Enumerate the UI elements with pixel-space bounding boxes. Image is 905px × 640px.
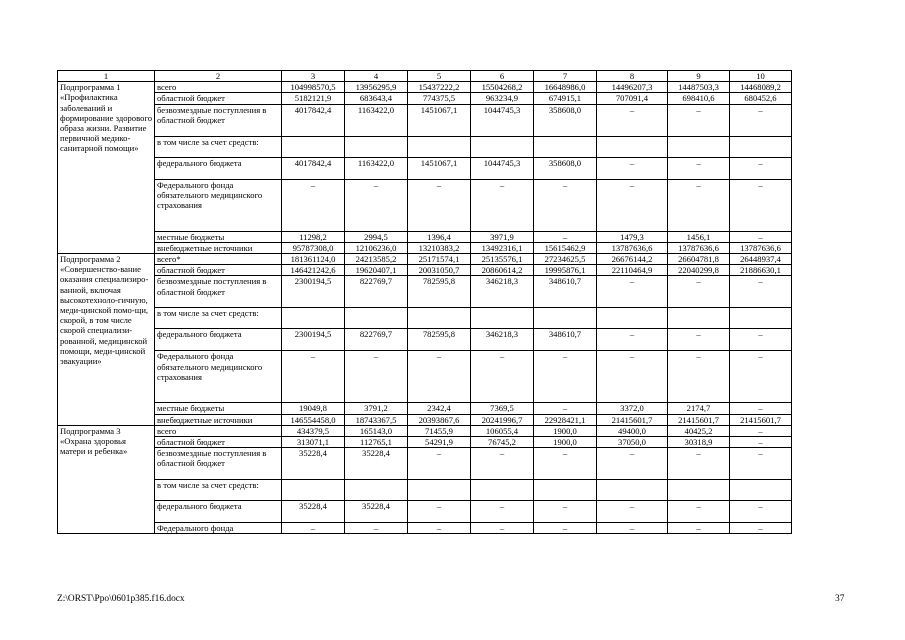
table-row [58, 351, 792, 403]
value-cell: 26676144,2 [597, 254, 668, 265]
value-cell: 358608,0 [534, 157, 597, 179]
table-row [58, 179, 792, 231]
table-row [58, 501, 792, 523]
value-cell: 40425,2 [668, 425, 730, 436]
value-cell: – [408, 448, 471, 480]
value-cell: 19620407,1 [345, 265, 408, 276]
value-cell: 104998570,5 [282, 82, 345, 93]
value-cell: – [471, 351, 534, 403]
header-row [58, 71, 792, 82]
table-row [58, 254, 792, 265]
value-cell: 35228,4 [345, 448, 408, 480]
value-cell: 822769,7 [345, 329, 408, 351]
value-cell: – [597, 448, 668, 480]
value-cell: – [730, 425, 792, 436]
value-cell: – [730, 501, 792, 523]
value-cell: – [730, 448, 792, 480]
value-cell: 3372,0 [597, 403, 668, 414]
value-cell: 25135576,1 [471, 254, 534, 265]
value-cell: 4017842,4 [282, 157, 345, 179]
value-cell: – [597, 351, 668, 403]
value-cell: 348610,7 [534, 329, 597, 351]
value-cell [730, 136, 792, 157]
value-cell [345, 308, 408, 329]
value-cell: – [730, 437, 792, 448]
value-cell: – [345, 179, 408, 231]
value-cell: – [668, 104, 730, 136]
value-cell: 35228,4 [282, 448, 345, 480]
value-cell: 13210383,2 [408, 242, 471, 253]
value-cell: 165143,0 [345, 425, 408, 436]
table-row [58, 157, 792, 179]
value-cell: 346218,3 [471, 329, 534, 351]
value-cell: – [471, 523, 534, 534]
value-cell: 35228,4 [345, 501, 408, 523]
value-cell: 1900,0 [534, 437, 597, 448]
value-cell: 12106236,0 [345, 242, 408, 253]
table-row [58, 265, 792, 276]
value-cell: 7369,5 [471, 403, 534, 414]
value-cell: 26604781,8 [668, 254, 730, 265]
value-cell: – [597, 276, 668, 308]
value-cell: 14468089,2 [730, 82, 792, 93]
funding-source: в том числе за счет средств: [155, 136, 282, 157]
value-cell: 95787308,0 [282, 242, 345, 253]
value-cell: 16648986,0 [534, 82, 597, 93]
value-cell: 1900,0 [534, 425, 597, 436]
value-cell: 13787636,6 [730, 242, 792, 253]
value-cell: – [345, 523, 408, 534]
value-cell: 15615462,9 [534, 242, 597, 253]
table-row [58, 425, 792, 436]
funding-source: внебюджетные источники [155, 242, 282, 253]
value-cell: 1396,4 [408, 231, 471, 242]
value-cell: 14496207,3 [597, 82, 668, 93]
header-cell: 1 [58, 71, 155, 82]
value-cell: – [668, 448, 730, 480]
value-cell: 13492316,1 [471, 242, 534, 253]
funding-source: всего* [155, 254, 282, 265]
value-cell: 13956295,9 [345, 82, 408, 93]
value-cell: – [668, 157, 730, 179]
value-cell: – [282, 179, 345, 231]
value-cell: – [534, 403, 597, 414]
value-cell: – [597, 157, 668, 179]
funding-source: федерального бюджета [155, 157, 282, 179]
value-cell: 2174,7 [668, 403, 730, 414]
value-cell: – [597, 523, 668, 534]
funding-source: в том числе за счет средств: [155, 308, 282, 329]
value-cell: 683643,4 [345, 93, 408, 104]
value-cell: 3791,2 [345, 403, 408, 414]
value-cell: 76745,2 [471, 437, 534, 448]
table-row [58, 82, 792, 93]
value-cell: 22110464,9 [597, 265, 668, 276]
value-cell: 54291,9 [408, 437, 471, 448]
value-cell: 1044745,3 [471, 104, 534, 136]
value-cell [597, 136, 668, 157]
value-cell: – [471, 501, 534, 523]
value-cell: 19995876,1 [534, 265, 597, 276]
value-cell: 20241996,7 [471, 414, 534, 425]
value-cell: – [471, 179, 534, 231]
value-cell: 15437222,2 [408, 82, 471, 93]
value-cell [471, 480, 534, 501]
value-cell [345, 136, 408, 157]
value-cell: – [597, 104, 668, 136]
value-cell: 358608,0 [534, 104, 597, 136]
value-cell: 1451067,1 [408, 104, 471, 136]
value-cell: – [730, 403, 792, 414]
table-row [58, 448, 792, 480]
value-cell [534, 308, 597, 329]
value-cell: 13787636,6 [668, 242, 730, 253]
table-row [58, 437, 792, 448]
value-cell: 21415601,7 [730, 414, 792, 425]
value-cell: 963234,9 [471, 93, 534, 104]
funding-source: областной бюджет [155, 265, 282, 276]
header-cell: 2 [155, 71, 282, 82]
funding-source: безвозмездные поступления в областной бюджет [155, 276, 282, 308]
value-cell: 25171574,1 [408, 254, 471, 265]
value-cell: 22040299,8 [668, 265, 730, 276]
value-cell: – [668, 523, 730, 534]
value-cell: 2300194,5 [282, 329, 345, 351]
header-cell: 10 [730, 71, 792, 82]
funding-source: безвозмездные поступления в областной бюджет [155, 448, 282, 480]
funding-source: федерального бюджета [155, 501, 282, 523]
value-cell: – [597, 329, 668, 351]
value-cell: – [282, 523, 345, 534]
value-cell: 698410,6 [668, 93, 730, 104]
value-cell: 22928421,1 [534, 414, 597, 425]
value-cell: 2994,5 [345, 231, 408, 242]
funding-source: всего [155, 82, 282, 93]
value-cell: 26448937,4 [730, 254, 792, 265]
value-cell: 21415601,7 [668, 414, 730, 425]
value-cell: 19049,8 [282, 403, 345, 414]
value-cell [730, 308, 792, 329]
table-row [58, 231, 792, 242]
value-cell: 20393867,6 [408, 414, 471, 425]
value-cell: 14487503,3 [668, 82, 730, 93]
value-cell: – [668, 276, 730, 308]
value-cell [282, 136, 345, 157]
value-cell [408, 308, 471, 329]
value-cell: 782595,8 [408, 329, 471, 351]
value-cell [668, 136, 730, 157]
value-cell: 112765,1 [345, 437, 408, 448]
value-cell: 27234625,5 [534, 254, 597, 265]
header-cell: 4 [345, 71, 408, 82]
value-cell: 35228,4 [282, 501, 345, 523]
value-cell: – [408, 501, 471, 523]
value-cell: 680452,6 [730, 93, 792, 104]
value-cell: 18743367,5 [345, 414, 408, 425]
value-cell: 13787636,6 [597, 242, 668, 253]
value-cell: – [597, 501, 668, 523]
funding-source: в том числе за счет средств: [155, 480, 282, 501]
value-cell: 2300194,5 [282, 276, 345, 308]
value-cell [534, 480, 597, 501]
table-row [58, 136, 792, 157]
value-cell: – [534, 501, 597, 523]
value-cell [471, 308, 534, 329]
value-cell: – [730, 157, 792, 179]
value-cell [408, 136, 471, 157]
page-number: 37 [835, 594, 845, 604]
header-cell: 8 [597, 71, 668, 82]
funding-source: областной бюджет [155, 93, 282, 104]
value-cell: 782595,8 [408, 276, 471, 308]
funding-source: Федерального фонда обязательного медицинского страхования [155, 179, 282, 231]
value-cell: 3971,9 [471, 231, 534, 242]
value-cell: 1456,1 [668, 231, 730, 242]
funding-source: безвозмездные поступления в областной бюджет [155, 104, 282, 136]
value-cell [668, 308, 730, 329]
value-cell [282, 480, 345, 501]
value-cell: 5182121,9 [282, 93, 345, 104]
program-name: Подпрограмма 1 «Профилактика заболеваний и формирование здорового образа жизни. Развитие первичной медико-санитарной помощи» [58, 82, 155, 254]
value-cell: – [534, 523, 597, 534]
value-cell: – [730, 351, 792, 403]
table-row [58, 480, 792, 501]
value-cell: – [534, 231, 597, 242]
value-cell: – [730, 523, 792, 534]
value-cell: – [534, 351, 597, 403]
value-cell: – [730, 276, 792, 308]
header-cell: 7 [534, 71, 597, 82]
value-cell: 348610,7 [534, 276, 597, 308]
value-cell: – [730, 329, 792, 351]
value-cell: – [730, 231, 792, 242]
value-cell: 20860614,2 [471, 265, 534, 276]
value-cell [471, 136, 534, 157]
table-row [58, 523, 792, 534]
value-cell: – [668, 329, 730, 351]
value-cell: 21886630,1 [730, 265, 792, 276]
value-cell: – [668, 501, 730, 523]
file-path: Z:\ORST\Ppo\0601p385.f16.docx [57, 594, 185, 604]
funding-source: Федерального фонда [155, 523, 282, 534]
program-name: Подпрограмма 3 «Охрана здоровья матери и ребенка» [58, 425, 155, 534]
table-row [58, 93, 792, 104]
value-cell: 2342,4 [408, 403, 471, 414]
value-cell: – [345, 351, 408, 403]
value-cell: 20031050,7 [408, 265, 471, 276]
value-cell: – [668, 351, 730, 403]
funding-source: федерального бюджета [155, 329, 282, 351]
value-cell [730, 480, 792, 501]
table-row [58, 104, 792, 136]
table-row [58, 276, 792, 308]
funding-source: местные бюджеты [155, 403, 282, 414]
value-cell: 1479,3 [597, 231, 668, 242]
value-cell: 4017842,4 [282, 104, 345, 136]
value-cell: 21415601,7 [597, 414, 668, 425]
header-cell: 6 [471, 71, 534, 82]
value-cell: 434379,5 [282, 425, 345, 436]
funding-source: внебюджетные источники [155, 414, 282, 425]
value-cell: 1044745,3 [471, 157, 534, 179]
value-cell: – [730, 104, 792, 136]
value-cell: 106055,4 [471, 425, 534, 436]
header-cell: 9 [668, 71, 730, 82]
value-cell: 15504268,2 [471, 82, 534, 93]
value-cell: – [471, 448, 534, 480]
table-row [58, 308, 792, 329]
value-cell: 313071,1 [282, 437, 345, 448]
value-cell: 146554458,0 [282, 414, 345, 425]
budget-table [57, 70, 792, 534]
value-cell [597, 308, 668, 329]
value-cell [282, 308, 345, 329]
value-cell: 1163422,0 [345, 157, 408, 179]
value-cell: – [282, 351, 345, 403]
value-cell: – [534, 448, 597, 480]
value-cell: 822769,7 [345, 276, 408, 308]
value-cell: – [730, 179, 792, 231]
value-cell: 37050,0 [597, 437, 668, 448]
funding-source: Федерального фонда обязательного медицинского страхования [155, 351, 282, 403]
value-cell: 181361124,0 [282, 254, 345, 265]
value-cell [597, 480, 668, 501]
value-cell: 24213585,2 [345, 254, 408, 265]
funding-source: всего [155, 425, 282, 436]
value-cell: 1451067,1 [408, 157, 471, 179]
value-cell: – [668, 179, 730, 231]
header-cell: 5 [408, 71, 471, 82]
table-row [58, 242, 792, 253]
value-cell: 11298,2 [282, 231, 345, 242]
funding-source: областной бюджет [155, 437, 282, 448]
funding-source: местные бюджеты [155, 231, 282, 242]
value-cell: 30318,9 [668, 437, 730, 448]
value-cell: 146421242,6 [282, 265, 345, 276]
value-cell: 1163422,0 [345, 104, 408, 136]
value-cell [534, 136, 597, 157]
table-row [58, 403, 792, 414]
value-cell: 674915,1 [534, 93, 597, 104]
header-cell: 3 [282, 71, 345, 82]
value-cell: – [408, 351, 471, 403]
table-row [58, 329, 792, 351]
value-cell: – [408, 523, 471, 534]
program-name: Подпрограмма 2 «Совершенство-вание оказания специализиро-ванной, включая высокотехноло-гичную, меди-цинской помо-щи, скорой, в том числе скорой специализи-рованной, медицинской помощи, меди-цинской эвакуации» [58, 254, 155, 426]
value-cell [408, 480, 471, 501]
value-cell: 346218,3 [471, 276, 534, 308]
value-cell: 71455,9 [408, 425, 471, 436]
value-cell: – [534, 179, 597, 231]
value-cell: 774375,5 [408, 93, 471, 104]
value-cell [345, 480, 408, 501]
value-cell: 707091,4 [597, 93, 668, 104]
value-cell: – [597, 179, 668, 231]
value-cell [668, 480, 730, 501]
value-cell: 49400,0 [597, 425, 668, 436]
table-row [58, 414, 792, 425]
value-cell: – [408, 179, 471, 231]
